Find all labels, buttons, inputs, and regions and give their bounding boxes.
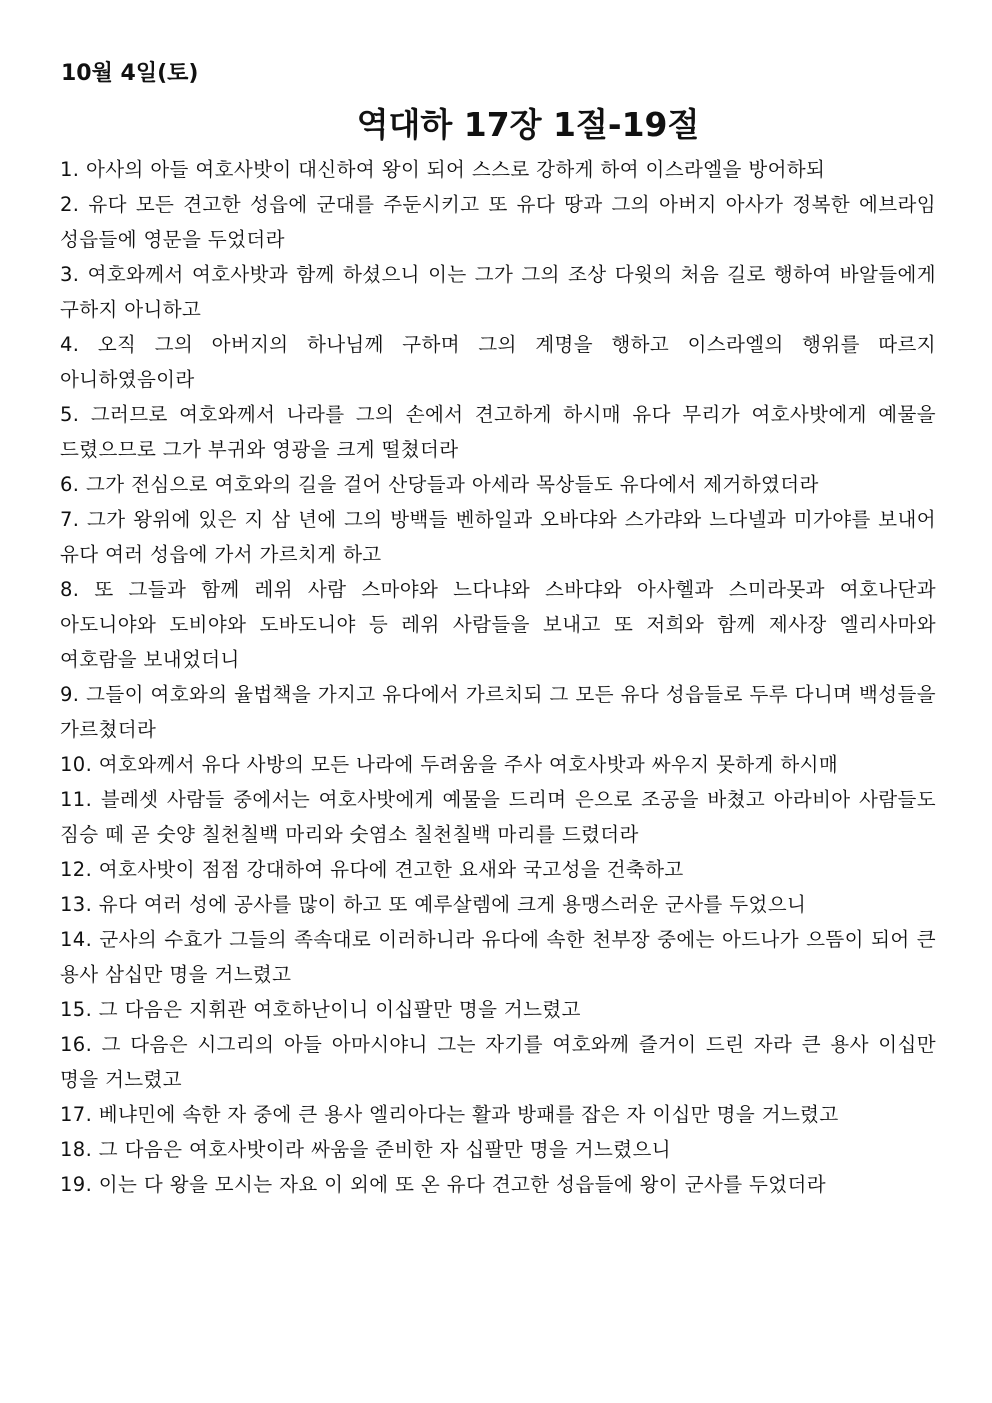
verse-10: 10. 여호와께서 유다 사방의 모든 나라에 두려움을 주사 여호사밧과 싸우지 못하게 하시매 — [60, 753, 839, 776]
verse-5: 5. 그러므로 여호와께서 나라를 그의 손에서 견고하게 하시매 유다 무리가 여호사밧에게 예물을 드렸으므로 그가 부귀와 영광을 크게 떨쳤더라 — [60, 403, 936, 461]
verse-13: 13. 유다 여러 성에 공사를 많이 하고 또 예루살렘에 크게 용맹스러운 군사를 두었으니 — [60, 893, 807, 916]
reading-date: 10월 4일(토) — [61, 61, 199, 86]
verse-14: 14. 군사의 수효가 그들의 족속대로 이러하니라 유다에 속한 천부장 중에는 아드나가 으뜸이 되어 큰 용사 삼십만 명을 거느렸고 — [60, 928, 936, 986]
verse-4: 4. 오직 그의 아버지의 하나님께 구하며 그의 계명을 행하고 이스라엘의 행위를 따르지 아니하였음이라 — [60, 333, 936, 391]
verse-11: 11. 블레셋 사람들 중에서는 여호사밧에게 예물을 드리며 은으로 조공을 바쳤고 아라비아 사람들도 짐승 떼 곧 숫양 칠천칠백 마리와 숫염소 칠천칠백 마리를 드렸더라 — [60, 788, 936, 846]
verse-18: 18. 그 다음은 여호사밧이라 싸움을 준비한 자 십팔만 명을 거느렸으니 — [60, 1138, 671, 1161]
document-page — [60, 58, 936, 1202]
verse-12: 12. 여호사밧이 점점 강대하여 유다에 견고한 요새와 국고성을 건축하고 — [60, 858, 684, 881]
verse-6: 6. 그가 전심으로 여호와의 길을 걸어 산당들과 아세라 목상들도 유다에서 제거하였더라 — [60, 473, 819, 496]
verse-16: 16. 그 다음은 시그리의 아들 아마시야니 그는 자기를 여호와께 즐거이 드린 자라 큰 용사 이십만 명을 거느렸고 — [60, 1033, 936, 1091]
verse-9: 9. 그들이 여호와의 율법책을 가지고 유다에서 가르치되 그 모든 유다 성읍들로 두루 다니며 백성들을 가르쳤더라 — [60, 683, 936, 741]
verse-17: 17. 베냐민에 속한 자 중에 큰 용사 엘리아다는 활과 방패를 잡은 자 이십만 명을 거느렸고 — [60, 1103, 839, 1126]
verse-2: 2. 유다 모든 견고한 성읍에 군대를 주둔시키고 또 유다 땅과 그의 아버지 아사가 정복한 에브라임 성읍들에 영문을 두었더라 — [60, 193, 936, 251]
verse-list — [60, 152, 936, 1202]
verse-8: 8. 또 그들과 함께 레위 사람 스마야와 느다냐와 스바댜와 아사헬과 스미라못과 여호나단과 아도니야와 도비야와 도바도니야 등 레위 사람들을 보내고 또 저희와 함께 제사장 엘리사마와 여호람을 보내었더니 — [60, 578, 936, 671]
verse-3: 3. 여호와께서 여호사밧과 함께 하셨으니 이는 그가 그의 조상 다윗의 처음 길로 행하여 바알들에게 구하지 아니하고 — [60, 263, 936, 321]
verse-19: 19. 이는 다 왕을 모시는 자요 이 외에 또 온 유다 견고한 성읍들에 왕이 군사를 두었더라 — [60, 1173, 827, 1196]
verse-7: 7. 그가 왕위에 있은 지 삼 년에 그의 방백들 벤하일과 오바댜와 스가랴와 느다넬과 미가야를 보내어 유다 여러 성읍에 가서 가르치게 하고 — [60, 508, 936, 566]
verse-1: 1. 아사의 아들 여호사밧이 대신하여 왕이 되어 스스로 강하게 하여 이스라엘을 방어하되 — [60, 158, 826, 181]
passage-title: 역대하 17장 1절-19절 — [356, 105, 700, 144]
verse-15: 15. 그 다음은 지휘관 여호하난이니 이십팔만 명을 거느렸고 — [60, 998, 581, 1021]
